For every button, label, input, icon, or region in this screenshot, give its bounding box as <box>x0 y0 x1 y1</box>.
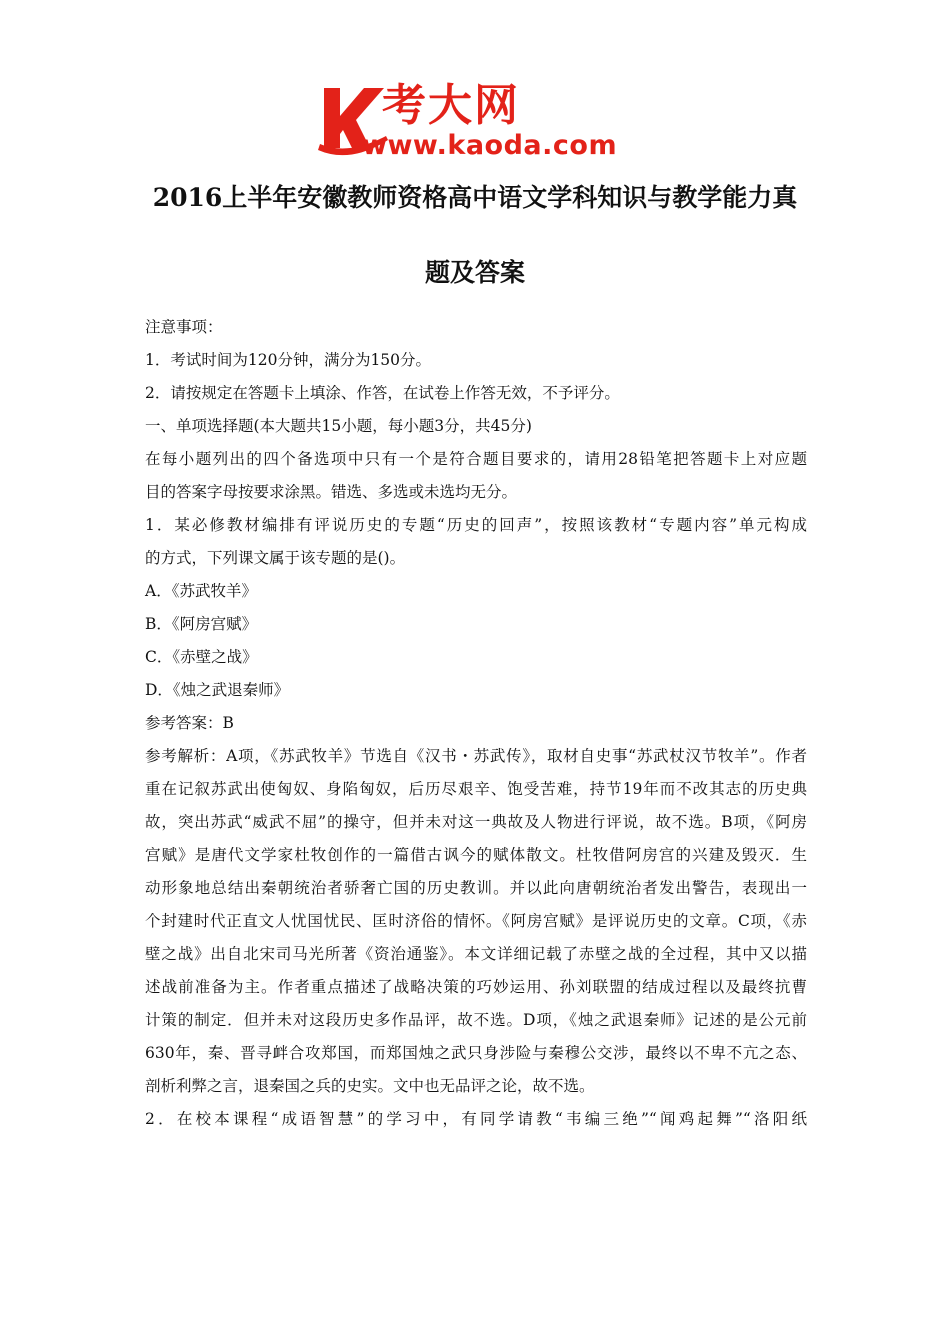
question-1-stem: 1．某必修教材编排有评说历史的专题“历史的回声”，按照该教材“专题内容”单元构成 <box>145 516 807 534</box>
doc-title-line1: 2016上半年安徽教师资格高中语文学科知识与教学能力真 <box>152 183 798 212</box>
notice-heading: 注意事项： <box>145 318 223 336</box>
analysis-line: 参考解析：A项，《苏武牧羊》节选自《汉书・苏武传》，取材自史事“苏武杖汉节牧羊”。作者 <box>145 747 807 765</box>
logo-brand-text: 考大网 <box>382 80 520 131</box>
analysis-line: 宫赋》是唐代文学家杜牧创作的一篇借古讽今的赋体散文。杜牧借阿房宫的兴建及毁灭．生 <box>145 846 807 864</box>
question-1-answer: 参考答案：B <box>145 714 234 732</box>
section-instruction-line: 在每小题列出的四个备选项中只有一个是符合题目要求的，请用28铅笔把答题卡上对应题 <box>145 450 807 468</box>
notice-item-2: 2．请按规定在答题卡上填涂、作答，在试卷上作答无效，不予评分。 <box>145 384 620 402</box>
section-heading: 一、单项选择题(本大题共15小题，每小题3分，共45分) <box>145 417 532 435</box>
question-1-option-c: C．《赤壁之战》 <box>145 648 258 666</box>
notice-item-1: 1．考试时间为120分钟，满分为150分。 <box>145 351 432 369</box>
analysis-line: 述战前准备为主。作者重点描述了战略决策的巧妙运用、孙刘联盟的结成过程以及最终抗曹 <box>145 978 807 996</box>
analysis-line: 630年，秦、晋寻衅合攻郑国，而郑国烛之武只身涉险与秦穆公交涉，最终以不卑不亢之态、 <box>145 1044 807 1062</box>
analysis-line: 动形象地总结出秦朝统治者骄奢亡国的历史教训。并以此向唐朝统治者发出警告，表现出一 <box>145 879 807 897</box>
question-1-option-d: D．《烛之武退秦师》 <box>145 681 290 699</box>
section-instruction-line: 目的答案字母按要求涂黑。错选、多选或未选均无分。 <box>145 483 518 501</box>
question-1-stem: 的方式，下列课文属于该专题的是()。 <box>145 549 406 567</box>
analysis-line: 个封建时代正直文人忧国忧民、匡时济俗的情怀。《阿房宫赋》是评说历史的文章。C项，《赤 <box>145 912 807 930</box>
question-1-option-b: B．《阿房宫赋》 <box>145 615 258 633</box>
question-1-option-a: A．《苏武牧羊》 <box>145 582 257 600</box>
analysis-line: 重在记叙苏武出使匈奴、身陷匈奴，后历尽艰辛、饱受苦难，持节19年而不改其志的历史典 <box>145 780 807 798</box>
kaoda-logo <box>318 82 648 162</box>
logo-url: www.kaoda.com <box>362 130 618 161</box>
analysis-line: 壁之战》出自北宋司马光所著《资治通鉴》。本文详细记载了赤壁之战的全过程，其中又以描 <box>145 945 807 963</box>
doc-body <box>145 311 807 1136</box>
doc-title-line2: 题及答案 <box>424 258 525 287</box>
analysis-line: 计策的制定．但并未对这段历史多作品评，故不选。D项，《烛之武退秦师》记述的是公元前 <box>145 1011 807 1029</box>
question-2-stem: 2．在校本课程“成语智慧”的学习中，有同学请教“韦编三绝”“闻鸡起舞”“洛阳纸 <box>145 1110 807 1128</box>
analysis-line: 故，突出苏武“威武不屈”的操守，但并未对这一典故及人物进行评说，故不选。B项，《阿房 <box>145 813 807 831</box>
analysis-line: 剖析利弊之言，退秦国之兵的史实。文中也无品评之论，故不选。 <box>145 1077 595 1095</box>
